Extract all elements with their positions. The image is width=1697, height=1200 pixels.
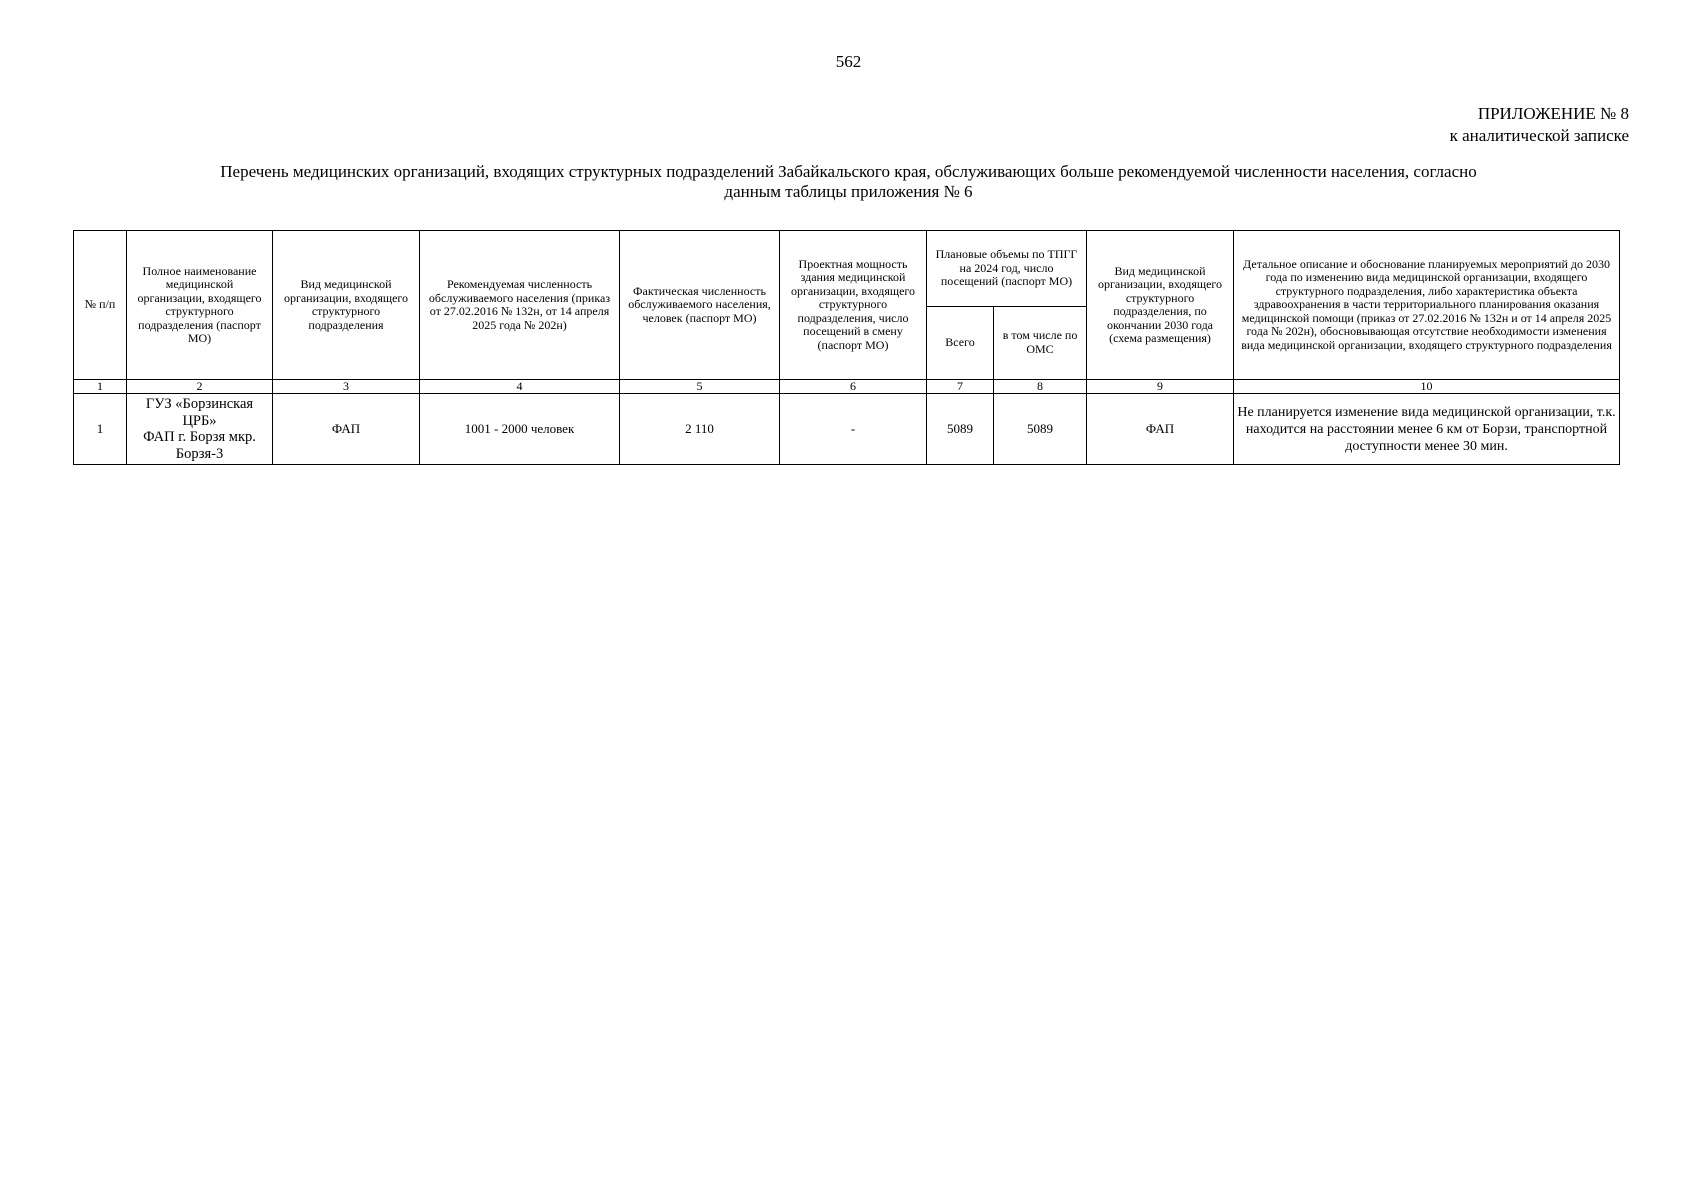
cell-oms: 5089 — [994, 394, 1087, 465]
table-header-row — [74, 231, 1620, 307]
cell-actual-population: 2 110 — [620, 394, 780, 465]
header-planned-volumes: Плановые объемы по ТПГГ на 2024 год, число посещений (паспорт МО) — [927, 231, 1087, 307]
header-total: Всего — [927, 306, 994, 380]
column-number: 6 — [780, 380, 927, 394]
document-title — [80, 162, 1617, 202]
header-description: Детальное описание и обоснование планируемых мероприятий до 2030 года по изменению вида медицинской организации, входящего структурного подразделения, либо характеристика объекта здравоохранения в части территориального планирования оказания медицинской помощи (приказ от 27.02.2016 № 132н и от 14 апреля 2025 года № 202н), обосновывающая отсутствие необходимости изменения вида медицинской организации, входящего структурного подразделения — [1234, 231, 1620, 380]
header-oms: в том числе по ОМС — [994, 306, 1087, 380]
cell-unit-name: ФАП г. Борзя мкр. Борзя-3 — [143, 429, 256, 462]
column-number: 3 — [273, 380, 420, 394]
table-row — [74, 394, 1620, 465]
column-number: 9 — [1087, 380, 1234, 394]
column-number: 8 — [994, 380, 1087, 394]
column-number-row — [74, 380, 1620, 394]
document-title-line-2: данным таблицы приложения № 6 — [724, 182, 973, 201]
document-title-line-1: Перечень медицинских организаций, входящих структурных подразделений Забайкальского края, обслуживающих больше рекомендуемой численности населения, согласно — [220, 162, 1477, 181]
appendix-label: ПРИЛОЖЕНИЕ № 8 — [1477, 104, 1629, 123]
header-number: № п/п — [74, 231, 127, 380]
cell-total: 5089 — [927, 394, 994, 465]
column-number: 2 — [127, 380, 273, 394]
column-number: 5 — [620, 380, 780, 394]
cell-organization-type: ФАП — [273, 394, 420, 465]
cell-description: Не планируется изменение вида медицинской организации, т.к. находится на расстоянии менее 6 км от Борзи, транспортной доступности менее 30 мин. — [1234, 394, 1620, 465]
column-number: 7 — [927, 380, 994, 394]
column-number: 1 — [74, 380, 127, 394]
cell-full-name — [127, 394, 273, 465]
header-recommended-population: Рекомендуемая численность обслуживаемого населения (приказ от 27.02.2016 № 132н, от 14 апреля 2025 года № 202н) — [420, 231, 620, 380]
page-number: 562 — [835, 52, 862, 71]
header-organization-type: Вид медицинской организации, входящего структурного подразделения — [273, 231, 420, 380]
header-type-2030: Вид медицинской организации, входящего структурного подразделения, по окончании 2030 года (схема размещения) — [1087, 231, 1234, 380]
cell-organization-name: ГУЗ «Борзинская ЦРБ» — [145, 396, 254, 429]
cell-recommended-population: 1001 - 2000 человек — [420, 394, 620, 465]
organizations-table — [73, 230, 1620, 465]
column-number: 10 — [1234, 380, 1620, 394]
appendix-reference: к аналитической записке — [1449, 126, 1629, 145]
header-design-capacity: Проектная мощность здания медицинской организации, входящего структурного подразделения, число посещений в смену (паспорт МО) — [780, 231, 927, 380]
cell-number: 1 — [74, 394, 127, 465]
header-full-name: Полное наименование медицинской организации, входящего структурного подразделения (паспорт МО) — [127, 231, 273, 380]
header-actual-population: Фактическая численность обслуживаемого населения, человек (паспорт МО) — [620, 231, 780, 380]
column-number: 4 — [420, 380, 620, 394]
cell-type-2030: ФАП — [1087, 394, 1234, 465]
appendix-heading — [1450, 103, 1629, 147]
cell-design-capacity: - — [780, 394, 927, 465]
